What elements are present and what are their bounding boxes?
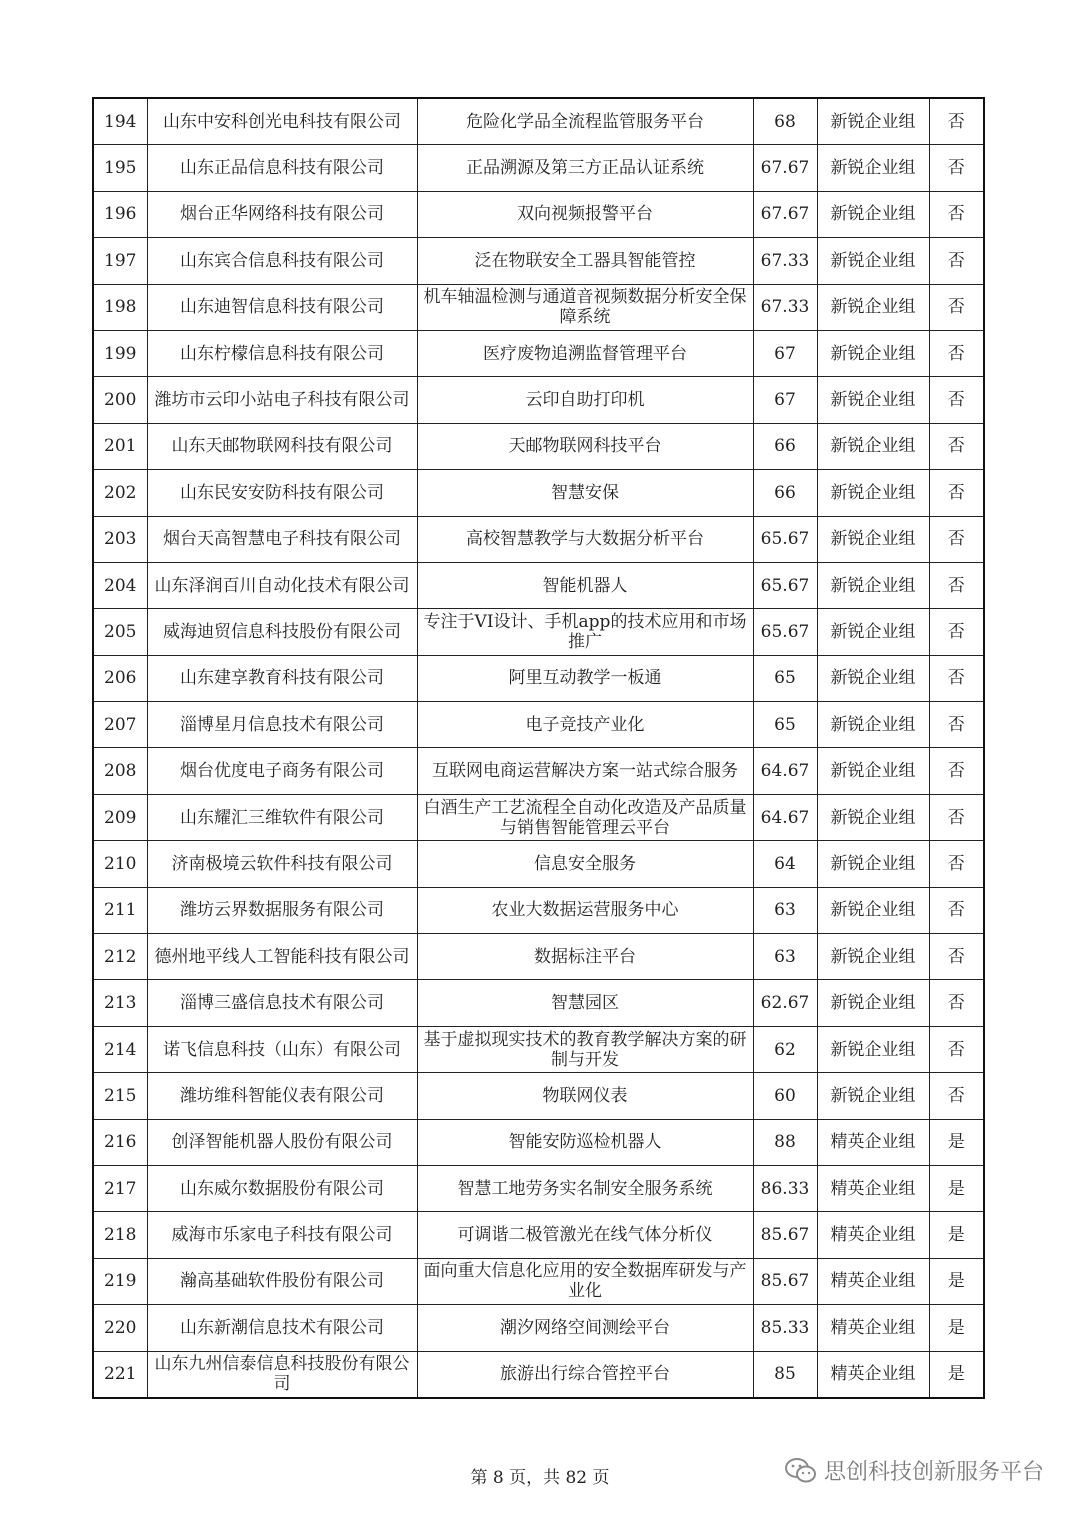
- qualified-flag-cell: 否: [929, 934, 984, 980]
- table-row: [93, 794, 984, 840]
- qualified-flag-cell: 否: [929, 980, 984, 1026]
- project-name-cell: 专注于VI设计、手机app的技术应用和市场推广: [417, 609, 753, 655]
- qualified-flag-cell: 否: [929, 98, 984, 145]
- row-number-cell: 220: [93, 1305, 147, 1351]
- table-row: [93, 516, 984, 562]
- score-cell: 63: [753, 887, 817, 933]
- company-name-cell: 济南极境云软件科技有限公司: [147, 841, 417, 887]
- table-row: [93, 748, 984, 794]
- company-name-cell: 山东中安科创光电科技有限公司: [147, 98, 417, 145]
- group-cell: 新锐企业组: [817, 841, 929, 887]
- project-name-cell: 智能机器人: [417, 562, 753, 608]
- table-row: [93, 1258, 984, 1304]
- table-row: [93, 238, 984, 284]
- qualified-flag-cell: 是: [929, 1212, 984, 1258]
- qualified-flag-cell: 是: [929, 1119, 984, 1165]
- project-name-cell: 双向视频报警平台: [417, 191, 753, 237]
- score-cell: 65: [753, 655, 817, 701]
- project-name-cell: 智能安防巡检机器人: [417, 1119, 753, 1165]
- qualified-flag-cell: 否: [929, 423, 984, 469]
- watermark: [784, 1455, 1044, 1486]
- table-row: [93, 562, 984, 608]
- group-cell: 新锐企业组: [817, 516, 929, 562]
- score-cell: 64.67: [753, 748, 817, 794]
- score-cell: 88: [753, 1119, 817, 1165]
- row-number-cell: 216: [93, 1119, 147, 1165]
- project-name-cell: 智慧工地劳务实名制安全服务系统: [417, 1165, 753, 1211]
- company-name-cell: 山东建享教育科技有限公司: [147, 655, 417, 701]
- qualified-flag-cell: 否: [929, 470, 984, 516]
- company-name-cell: 淄博星月信息技术有限公司: [147, 702, 417, 748]
- group-cell: 新锐企业组: [817, 470, 929, 516]
- company-name-cell: 山东民安安防科技有限公司: [147, 470, 417, 516]
- table-row: [93, 655, 984, 701]
- table-row: [93, 1351, 984, 1398]
- qualified-flag-cell: 否: [929, 655, 984, 701]
- qualified-flag-cell: 是: [929, 1258, 984, 1304]
- score-cell: 60: [753, 1073, 817, 1119]
- table-row: [93, 284, 984, 330]
- company-name-cell: 山东宾合信息科技有限公司: [147, 238, 417, 284]
- group-cell: 新锐企业组: [817, 934, 929, 980]
- project-name-cell: 农业大数据运营服务中心: [417, 887, 753, 933]
- group-cell: 新锐企业组: [817, 145, 929, 191]
- group-cell: 新锐企业组: [817, 887, 929, 933]
- project-name-cell: 高校智慧教学与大数据分析平台: [417, 516, 753, 562]
- score-cell: 85.67: [753, 1258, 817, 1304]
- group-cell: 新锐企业组: [817, 238, 929, 284]
- project-name-cell: 天邮物联网科技平台: [417, 423, 753, 469]
- qualified-flag-cell: 是: [929, 1165, 984, 1211]
- watermark-text: 思创科技创新服务平台: [823, 1460, 1044, 1485]
- table-row: [93, 1119, 984, 1165]
- group-cell: 新锐企业组: [817, 1026, 929, 1072]
- row-number-cell: 218: [93, 1212, 147, 1258]
- score-cell: 62: [753, 1026, 817, 1072]
- table-row: [93, 191, 984, 237]
- row-number-cell: 197: [93, 238, 147, 284]
- table-body: [93, 98, 984, 1398]
- qualified-flag-cell: 否: [929, 609, 984, 655]
- qualified-flag-cell: 否: [929, 145, 984, 191]
- qualified-flag-cell: 否: [929, 191, 984, 237]
- row-number-cell: 213: [93, 980, 147, 1026]
- group-cell: 新锐企业组: [817, 980, 929, 1026]
- project-name-cell: 智慧园区: [417, 980, 753, 1026]
- group-cell: 精英企业组: [817, 1212, 929, 1258]
- score-cell: 65.67: [753, 609, 817, 655]
- row-number-cell: 214: [93, 1026, 147, 1072]
- group-cell: 新锐企业组: [817, 98, 929, 145]
- group-cell: 新锐企业组: [817, 609, 929, 655]
- qualified-flag-cell: 否: [929, 562, 984, 608]
- page-number: 第 8 页，共 82 页: [470, 1468, 610, 1488]
- group-cell: 新锐企业组: [817, 748, 929, 794]
- score-cell: 63: [753, 934, 817, 980]
- row-number-cell: 206: [93, 655, 147, 701]
- score-cell: 66: [753, 423, 817, 469]
- company-name-cell: 创泽智能机器人股份有限公司: [147, 1119, 417, 1165]
- company-name-cell: 瀚高基础软件股份有限公司: [147, 1258, 417, 1304]
- group-cell: 新锐企业组: [817, 794, 929, 840]
- project-name-cell: 物联网仪表: [417, 1073, 753, 1119]
- qualified-flag-cell: 否: [929, 284, 984, 330]
- company-name-cell: 山东柠檬信息科技有限公司: [147, 330, 417, 376]
- qualified-flag-cell: 否: [929, 887, 984, 933]
- group-cell: 精英企业组: [817, 1351, 929, 1398]
- company-name-cell: 烟台正华网络科技有限公司: [147, 191, 417, 237]
- project-name-cell: 可调谐二极管激光在线气体分析仪: [417, 1212, 753, 1258]
- company-name-cell: 山东迪智信息科技有限公司: [147, 284, 417, 330]
- company-name-cell: 德州地平线人工智能科技有限公司: [147, 934, 417, 980]
- row-number-cell: 208: [93, 748, 147, 794]
- company-name-cell: 山东耀汇三维软件有限公司: [147, 794, 417, 840]
- company-name-cell: 山东泽润百川自动化技术有限公司: [147, 562, 417, 608]
- results-table: [92, 97, 985, 1399]
- table-row: [93, 423, 984, 469]
- score-cell: 67.33: [753, 238, 817, 284]
- qualified-flag-cell: 是: [929, 1351, 984, 1398]
- row-number-cell: 202: [93, 470, 147, 516]
- qualified-flag-cell: 否: [929, 377, 984, 423]
- score-cell: 65.67: [753, 562, 817, 608]
- row-number-cell: 219: [93, 1258, 147, 1304]
- project-name-cell: 信息安全服务: [417, 841, 753, 887]
- company-name-cell: 烟台天高智慧电子科技有限公司: [147, 516, 417, 562]
- table-row: [93, 470, 984, 516]
- project-name-cell: 白酒生产工艺流程全自动化改造及产品质量与销售智能管理云平台: [417, 794, 753, 840]
- row-number-cell: 199: [93, 330, 147, 376]
- row-number-cell: 203: [93, 516, 147, 562]
- table-row: [93, 980, 984, 1026]
- row-number-cell: 210: [93, 841, 147, 887]
- group-cell: 精英企业组: [817, 1165, 929, 1211]
- row-number-cell: 221: [93, 1351, 147, 1398]
- score-cell: 62.67: [753, 980, 817, 1026]
- table-row: [93, 934, 984, 980]
- project-name-cell: 电子竞技产业化: [417, 702, 753, 748]
- qualified-flag-cell: 否: [929, 1073, 984, 1119]
- group-cell: 精英企业组: [817, 1258, 929, 1304]
- project-name-cell: 潮汐网络空间测绘平台: [417, 1305, 753, 1351]
- table-row: [93, 1165, 984, 1211]
- table-row: [93, 702, 984, 748]
- row-number-cell: 217: [93, 1165, 147, 1211]
- project-name-cell: 正品溯源及第三方正品认证系统: [417, 145, 753, 191]
- row-number-cell: 215: [93, 1073, 147, 1119]
- group-cell: 新锐企业组: [817, 1073, 929, 1119]
- company-name-cell: 潍坊市云印小站电子科技有限公司: [147, 377, 417, 423]
- score-cell: 86.33: [753, 1165, 817, 1211]
- project-name-cell: 泛在物联安全工器具智能管控: [417, 238, 753, 284]
- qualified-flag-cell: 是: [929, 1305, 984, 1351]
- row-number-cell: 194: [93, 98, 147, 145]
- table-row: [93, 841, 984, 887]
- row-number-cell: 196: [93, 191, 147, 237]
- score-cell: 64: [753, 841, 817, 887]
- score-cell: 64.67: [753, 794, 817, 840]
- group-cell: 精英企业组: [817, 1305, 929, 1351]
- score-cell: 67: [753, 377, 817, 423]
- qualified-flag-cell: 否: [929, 841, 984, 887]
- table-row: [93, 1026, 984, 1072]
- score-cell: 67.33: [753, 284, 817, 330]
- wechat-icon: [784, 1456, 818, 1486]
- company-name-cell: 山东九州信泰信息科技股份有限公司: [147, 1351, 417, 1398]
- score-cell: 85: [753, 1351, 817, 1398]
- project-name-cell: 危险化学品全流程监管服务平台: [417, 98, 753, 145]
- company-name-cell: 山东正品信息科技有限公司: [147, 145, 417, 191]
- project-name-cell: 旅游出行综合管控平台: [417, 1351, 753, 1398]
- project-name-cell: 智慧安保: [417, 470, 753, 516]
- table-row: [93, 1305, 984, 1351]
- score-cell: 65.67: [753, 516, 817, 562]
- company-name-cell: 威海市乐家电子科技有限公司: [147, 1212, 417, 1258]
- project-name-cell: 阿里互动教学一板通: [417, 655, 753, 701]
- table-row: [93, 1212, 984, 1258]
- company-name-cell: 山东威尔数据股份有限公司: [147, 1165, 417, 1211]
- qualified-flag-cell: 否: [929, 1026, 984, 1072]
- qualified-flag-cell: 否: [929, 748, 984, 794]
- group-cell: 精英企业组: [817, 1119, 929, 1165]
- table-row: [93, 98, 984, 145]
- group-cell: 新锐企业组: [817, 330, 929, 376]
- table-row: [93, 145, 984, 191]
- table-row: [93, 609, 984, 655]
- table-row: [93, 887, 984, 933]
- score-cell: 85.33: [753, 1305, 817, 1351]
- group-cell: 新锐企业组: [817, 702, 929, 748]
- score-cell: 67: [753, 330, 817, 376]
- project-name-cell: 基于虚拟现实技术的教育教学解决方案的研制与开发: [417, 1026, 753, 1072]
- row-number-cell: 195: [93, 145, 147, 191]
- row-number-cell: 212: [93, 934, 147, 980]
- score-cell: 85.67: [753, 1212, 817, 1258]
- qualified-flag-cell: 否: [929, 702, 984, 748]
- company-name-cell: 诺飞信息科技（山东）有限公司: [147, 1026, 417, 1072]
- score-cell: 66: [753, 470, 817, 516]
- company-name-cell: 山东天邮物联网科技有限公司: [147, 423, 417, 469]
- table-row: [93, 330, 984, 376]
- company-name-cell: 淄博三盛信息技术有限公司: [147, 980, 417, 1026]
- project-name-cell: 医疗废物追溯监督管理平台: [417, 330, 753, 376]
- qualified-flag-cell: 否: [929, 238, 984, 284]
- group-cell: 新锐企业组: [817, 284, 929, 330]
- project-name-cell: 云印自助打印机: [417, 377, 753, 423]
- company-name-cell: 山东新潮信息技术有限公司: [147, 1305, 417, 1351]
- company-name-cell: 威海迪贸信息科技股份有限公司: [147, 609, 417, 655]
- qualified-flag-cell: 否: [929, 516, 984, 562]
- company-name-cell: 潍坊云界数据服务有限公司: [147, 887, 417, 933]
- group-cell: 新锐企业组: [817, 655, 929, 701]
- qualified-flag-cell: 否: [929, 794, 984, 840]
- results-table-container: [92, 97, 983, 1399]
- row-number-cell: 198: [93, 284, 147, 330]
- project-name-cell: 机车轴温检测与通道音视频数据分析安全保障系统: [417, 284, 753, 330]
- score-cell: 68: [753, 98, 817, 145]
- row-number-cell: 201: [93, 423, 147, 469]
- table-row: [93, 1073, 984, 1119]
- project-name-cell: 互联网电商运营解决方案一站式综合服务: [417, 748, 753, 794]
- project-name-cell: 面向重大信息化应用的安全数据库研发与产业化: [417, 1258, 753, 1304]
- row-number-cell: 209: [93, 794, 147, 840]
- table-row: [93, 377, 984, 423]
- row-number-cell: 204: [93, 562, 147, 608]
- row-number-cell: 200: [93, 377, 147, 423]
- score-cell: 67.67: [753, 145, 817, 191]
- group-cell: 新锐企业组: [817, 423, 929, 469]
- project-name-cell: 数据标注平台: [417, 934, 753, 980]
- group-cell: 新锐企业组: [817, 191, 929, 237]
- company-name-cell: 潍坊维科智能仪表有限公司: [147, 1073, 417, 1119]
- qualified-flag-cell: 否: [929, 330, 984, 376]
- group-cell: 新锐企业组: [817, 377, 929, 423]
- company-name-cell: 烟台优度电子商务有限公司: [147, 748, 417, 794]
- row-number-cell: 207: [93, 702, 147, 748]
- row-number-cell: 211: [93, 887, 147, 933]
- group-cell: 新锐企业组: [817, 562, 929, 608]
- row-number-cell: 205: [93, 609, 147, 655]
- score-cell: 67.67: [753, 191, 817, 237]
- score-cell: 65: [753, 702, 817, 748]
